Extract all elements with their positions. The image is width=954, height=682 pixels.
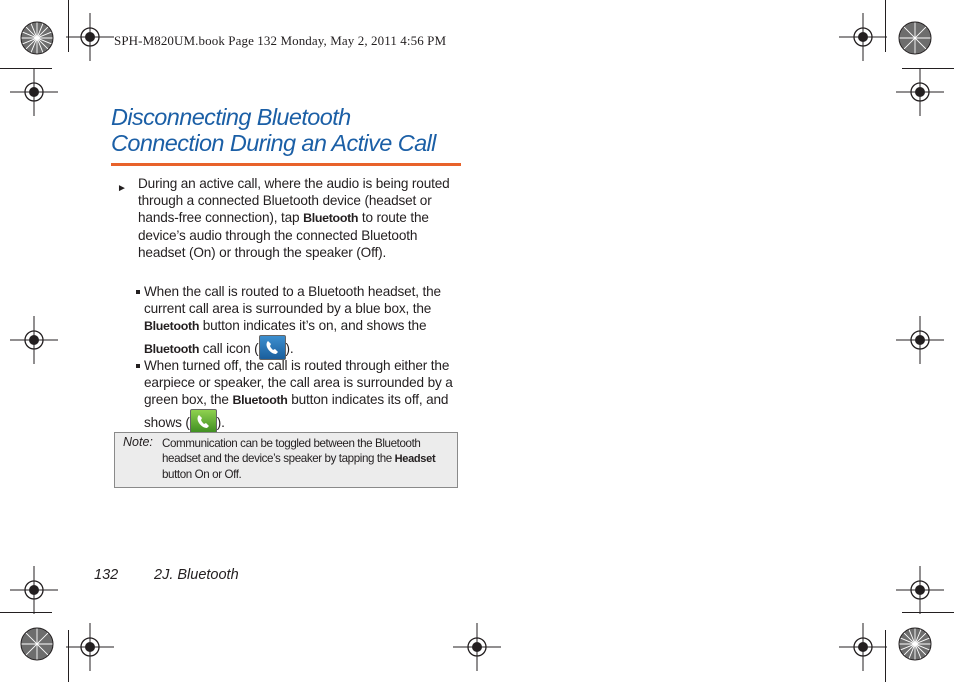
registration-mark-icon: [839, 13, 887, 61]
note-box: [114, 432, 458, 488]
page-title: Disconnecting Bluetooth Connection During an Active Call: [111, 104, 436, 156]
sub-item-text-2: button indicates it’s on, and shows the: [199, 318, 427, 334]
sub-item-headset-off: [136, 357, 466, 434]
page-number: 132: [94, 567, 119, 583]
title-rule: [111, 163, 461, 166]
square-bullet-icon: [136, 364, 140, 368]
registration-mark-icon: [10, 68, 58, 116]
sub-item-text: [144, 357, 466, 434]
registration-mark-icon: [10, 316, 58, 364]
registration-mark-icon: [10, 566, 58, 614]
bluetooth-term: Bluetooth: [232, 393, 288, 408]
starburst-mark-icon: [20, 21, 54, 55]
note-text: [162, 436, 454, 483]
registration-mark-icon: [453, 623, 501, 671]
note-label: Note:: [123, 435, 153, 449]
registration-mark-icon: [896, 68, 944, 116]
square-bullet-icon: [136, 290, 140, 294]
starburst-mark-icon: [898, 21, 932, 55]
print-header: SPH-M820UM.book Page 132 Monday, May 2, 2011 4:56 PM: [114, 33, 447, 48]
step-text-1: During an active call, where the audio is being routed through a connected Bluetooth device (headset or hands-free connection), tap: [138, 176, 450, 226]
sub-item-text-1: When the call is routed to a Bluetooth headset, the current call area is surrounded by a blue box, the: [144, 284, 441, 317]
sub-item-text-3: ).: [216, 415, 225, 431]
step-bullet: ►: [117, 183, 127, 194]
sub-item-text-4: ).: [285, 341, 294, 357]
starburst-mark-icon: [898, 627, 932, 661]
note-text-2: button On or Off.: [162, 468, 242, 482]
registration-mark-icon: [839, 623, 887, 671]
sub-item-text: [144, 283, 466, 360]
sub-item-headset-on: [136, 283, 466, 360]
step-item: [117, 175, 462, 261]
registration-mark-icon: [66, 13, 114, 61]
sub-item-text-1: When turned off, the call is routed through either the earpiece or speaker, the call area is surrounded by a green box, the: [144, 358, 453, 408]
bluetooth-term: Bluetooth: [144, 342, 200, 357]
step-text-2: to route the device’s audio through the connected Bluetooth headset (On) or through the speaker (Off).: [138, 210, 429, 261]
step-text: [138, 175, 462, 261]
sub-item-text-2: button indicates its off, and shows (: [144, 392, 449, 431]
registration-mark-icon: [896, 566, 944, 614]
registration-mark-icon: [66, 623, 114, 671]
starburst-mark-icon: [20, 627, 54, 661]
section-name: 2J. Bluetooth: [154, 567, 239, 583]
note-text-1: Communication can be toggled between the Bluetooth headset and the device’s speaker by tapping the: [162, 437, 421, 466]
bluetooth-term: Bluetooth: [303, 211, 359, 226]
headset-term: Headset: [394, 453, 436, 466]
registration-mark-icon: [896, 316, 944, 364]
phone-call-icon: [190, 409, 217, 434]
bluetooth-term: Bluetooth: [144, 319, 200, 334]
sub-item-text-3: call icon (: [199, 341, 259, 357]
